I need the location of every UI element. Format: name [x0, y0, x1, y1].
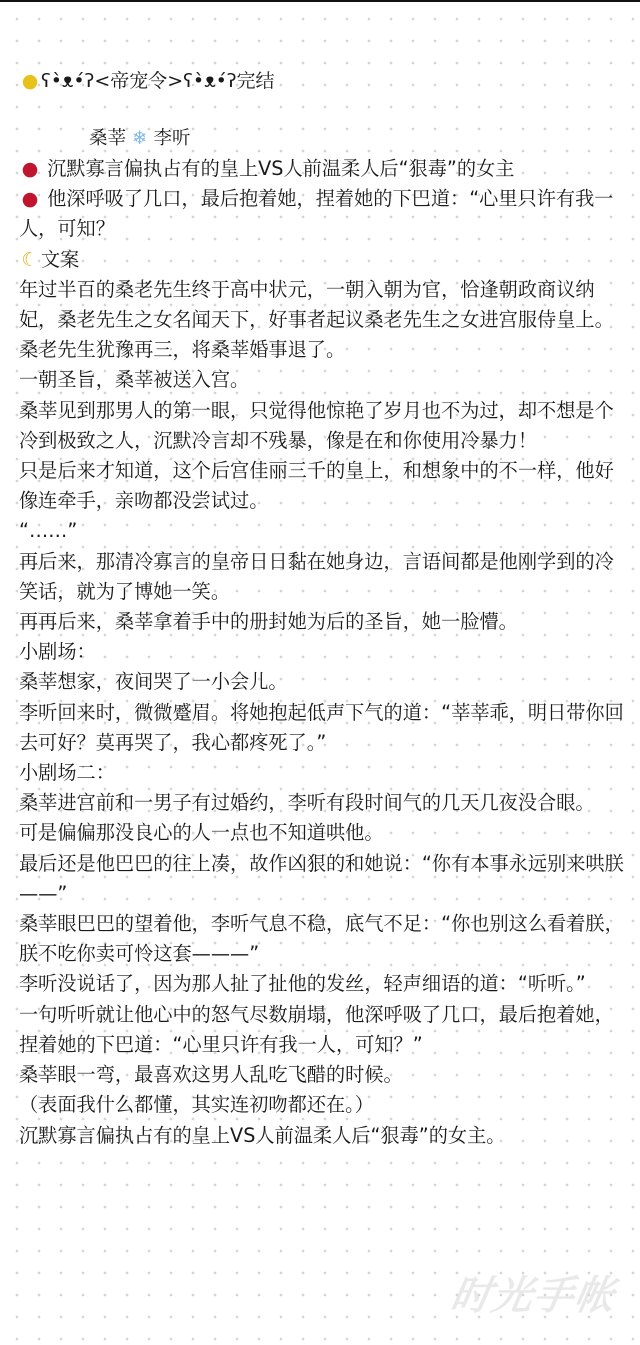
paragraph: 一朝圣旨，桑莘被送入宫。 — [19, 368, 250, 392]
tag-line — [19, 154, 625, 184]
tag-text: 他深呼吸了几口，最后抱着她，捏着她的下巴道：“心里只许有我一人，可知？ — [19, 187, 614, 241]
paragraph: 桑莘进宫前和一男子有过婚约，李听有段时间气的几天几夜没合眼。 — [19, 791, 595, 815]
paragraph: 沉默寡言偏执占有的皇上VS人前温柔人后“狠毒”的女主。 — [19, 1123, 506, 1147]
paragraph: 桑莘眼巴巴的望着他，李听气息不稳，底气不足：“你也别这么看着朕，朕不吃你卖可怜这套———” — [19, 912, 624, 966]
lemon-icon: ● — [21, 70, 39, 92]
paragraph: 桑莘想家，夜间哭了一小会儿。 — [19, 670, 288, 694]
paragraph: 再后来，那清冷寡言的皇帝日日黏在她身边，言语间都是他刚学到的冷笑话，就为了博她一笑。 — [19, 549, 614, 603]
snowflake-icon: ❄ — [132, 128, 148, 149]
synopsis-label: 文案 — [41, 247, 80, 271]
story-title-text: ʕ•̀ᴥ•́ʔ<帝宠令>ʕ•̀ᴥ•́ʔ完结 — [41, 70, 275, 92]
paragraph: 桑老先生犹豫再三，将桑莘婚事退了。 — [19, 338, 346, 362]
section-label: 小剧场： — [19, 640, 96, 664]
watermark-logo: 时光手帐 — [447, 1272, 620, 1319]
hero-name: 李听 — [153, 128, 191, 149]
document-body — [19, 64, 625, 1151]
paragraph: （表面我什么都懂，其实连初吻都还在。） — [19, 1093, 374, 1117]
paragraph: 李听回来时，微微蹙眉。将她抱起低声下气的道：“莘莘乖，明日带你回去可好？莫再哭了，我心都疼死了。” — [19, 700, 624, 754]
heroine-name: 桑莘 — [89, 128, 127, 149]
synopsis-heading — [19, 245, 625, 275]
cherries-icon: ● — [21, 157, 39, 180]
top-border — [0, 0, 640, 2]
section-label: 小剧场二： — [19, 761, 115, 785]
paragraph: 一句听听就让他心中的怒气尽数崩塌，他深呼吸了几口，最后抱着她，捏着她的下巴道：“心里只许有我一人，可知？” — [19, 1002, 614, 1056]
cherries-icon: ● — [21, 187, 39, 211]
paragraph: 年过半百的桑老先生终于高中状元，一朝入朝为官，恰逢朝政商议纳妃，桑老先生之女名闻天下，好事者起议桑老先生之女进宫服侍皇上。 — [19, 277, 614, 332]
paragraph: 最后还是他巴巴的往上凑，故作凶狠的和她说：“你有本事永远别来哄朕——” — [19, 851, 624, 905]
paragraph: 桑莘见到那男人的第一眼，只觉得他惊艳了岁月也不为过，却不想是个冷到极致之人，沉默冷言却不残暴，像是在和你使用冷暴力！ — [19, 398, 614, 452]
tag-text: 沉默寡言偏执占有的皇上VS人前温柔人后“狠毒”的女主 — [47, 157, 515, 180]
paragraph: 桑莘眼一弯，最喜欢这男人乱吃飞醋的时候。 — [19, 1063, 403, 1087]
character-names — [19, 124, 625, 154]
paragraph: 可是偏偏那没良心的人一点也不知道哄他。 — [19, 821, 384, 845]
blank-line — [19, 98, 625, 124]
paragraph: “……” — [19, 519, 78, 543]
paragraph: 李听没说话了，因为那人扯了扯他的发丝，轻声细语的道：“听听。” — [19, 972, 586, 996]
tag-line — [19, 184, 625, 244]
crescent-moon-icon: ☾ — [21, 247, 39, 271]
story-title — [19, 64, 625, 98]
paragraph: 只是后来才知道，这个后宫佳丽三千的皇上，和想象中的不一样，他好像连牵手，亲吻都没尝试过。 — [19, 459, 614, 513]
paragraph: 再再后来，桑莘拿着手中的册封她为后的圣旨，她一脸懵。 — [19, 610, 518, 634]
